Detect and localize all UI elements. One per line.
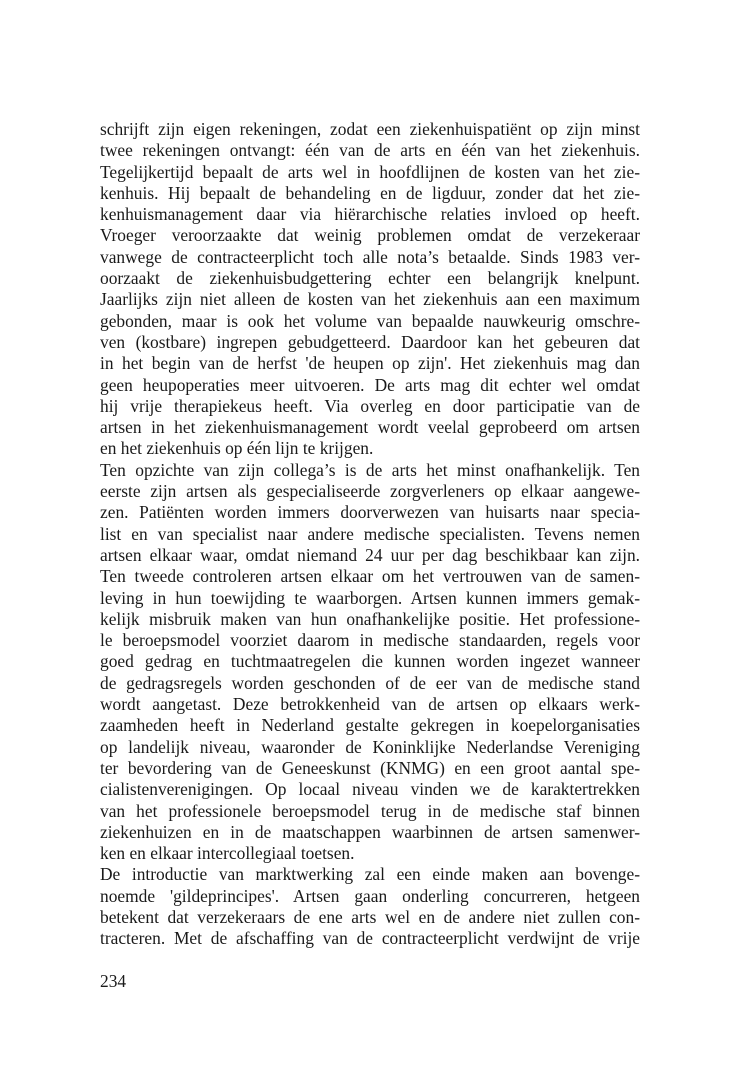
text-line: ken en elkaar intercollegiaal toetsen. [100,843,355,864]
text-line: ziekenhuizen en in de maatschappen waarbinnen de artsen samenwer- [100,821,640,842]
text-line: Ten tweede controleren artsen elkaar om het vertrouwen van de samen- [100,566,640,587]
text-line: de gedragsregels worden geschonden of de eer van de medische stand [100,672,640,693]
text-line: vanwege de contracteerplicht toch alle nota’s betaalde. Sinds 1983 ver- [100,246,640,267]
text-line: Tegelijkertijd bepaalt de arts wel in hoofdlijnen de kosten van het zie- [100,161,640,182]
text-line: le beroepsmodel voorziet daarom in medische standaarden, regels voor [100,630,640,651]
body-text [100,119,640,950]
text-line: oorzaakt de ziekenhuisbudgettering echter een belangrijk knelpunt. [100,268,640,289]
text-line: De introductie van marktwerking zal een einde maken aan bovenge- [100,864,640,885]
text-line: eerste zijn artsen als gespecialiseerde zorgverleners op elkaar aangewe- [100,481,640,502]
text-line: ven (kostbare) ingrepen gebudgetteerd. Daardoor kan het gebeuren dat [100,331,640,352]
text-line: van het professionele beroepsmodel terug in de medische staf binnen [100,800,640,821]
text-line: geen heupoperaties meer uitvoeren. De arts mag dit echter wel omdat [100,374,640,395]
paragraph [100,460,640,865]
text-line: zen. Patiënten worden immers doorverwezen van huisarts naar specia- [100,502,640,523]
paragraph [100,864,640,949]
text-line: Jaarlijks zijn niet alleen de kosten van het ziekenhuis aan een maximum [100,289,640,310]
text-line: cialistenverenigingen. Op locaal niveau vinden we de karaktertrekken [100,779,640,800]
text-line: list en van specialist naar andere medische specialisten. Tevens nemen [100,523,640,544]
text-line: Ten opzichte van zijn collega’s is de arts het minst onafhankelijk. Ten [100,459,640,480]
text-line: op landelijk niveau, waaronder de Koninklijke Nederlandse Vereniging [100,736,640,757]
text-line: kelijk misbruik maken van hun onafhankelijke positie. Het professione- [100,608,640,629]
text-line: en het ziekenhuis op één lijn te krijgen. [100,438,374,459]
text-line: twee rekeningen ontvangt: één van de arts en één van het ziekenhuis. [100,140,640,161]
text-line: wordt aangetast. Deze betrokkenheid van de artsen op elkaars werk- [100,694,640,715]
text-line: zaamheden heeft in Nederland gestalte gekregen in koepelorganisaties [100,715,640,736]
text-line: artsen in het ziekenhuismanagement wordt veelal geprobeerd om artsen [100,417,640,438]
text-line: schrijft zijn eigen rekeningen, zodat een ziekenhuispatiënt op zijn minst [100,119,640,139]
text-line: goed gedrag en tuchtmaatregelen die kunnen worden ingezet wanneer [100,651,640,672]
text-line: hij vrije therapiekeus heeft. Via overleg en door participatie van de [100,395,640,416]
text-line: gebonden, maar is ook het volume van bepaalde nauwkeurig omschre- [100,310,640,331]
text-line: ter bevordering van de Geneeskunst (KNMG) en een groot aantal spe- [100,757,640,778]
paragraph [100,119,640,460]
page-number: 234 [100,971,127,991]
text-line: betekent dat verzekeraars de ene arts wel en de andere niet zullen con- [100,906,640,927]
text-line: kenhuis. Hij bepaalt de behandeling en de ligduur, zonder dat het zie- [100,182,640,203]
text-line: artsen elkaar waar, omdat niemand 24 uur per dag beschikbaar kan zijn. [100,544,640,565]
text-line: Vroeger veroorzaakte dat weinig problemen omdat de verzekeraar [100,225,640,246]
text-line: in het begin van de herfst 'de heupen op zijn'. Het ziekenhuis mag dan [100,353,640,374]
text-line: noemde 'gildeprincipes'. Artsen gaan onderling concurreren, hetgeen [100,885,640,906]
text-line: leving in hun toewijding te waarborgen. Artsen kunnen immers gemak- [100,587,640,608]
text-line: kenhuismanagement daar via hiërarchische relaties invloed op heeft. [100,204,640,225]
text-line: tracteren. Met de afschaffing van de contracteerplicht verdwijnt de vrije [100,928,640,949]
